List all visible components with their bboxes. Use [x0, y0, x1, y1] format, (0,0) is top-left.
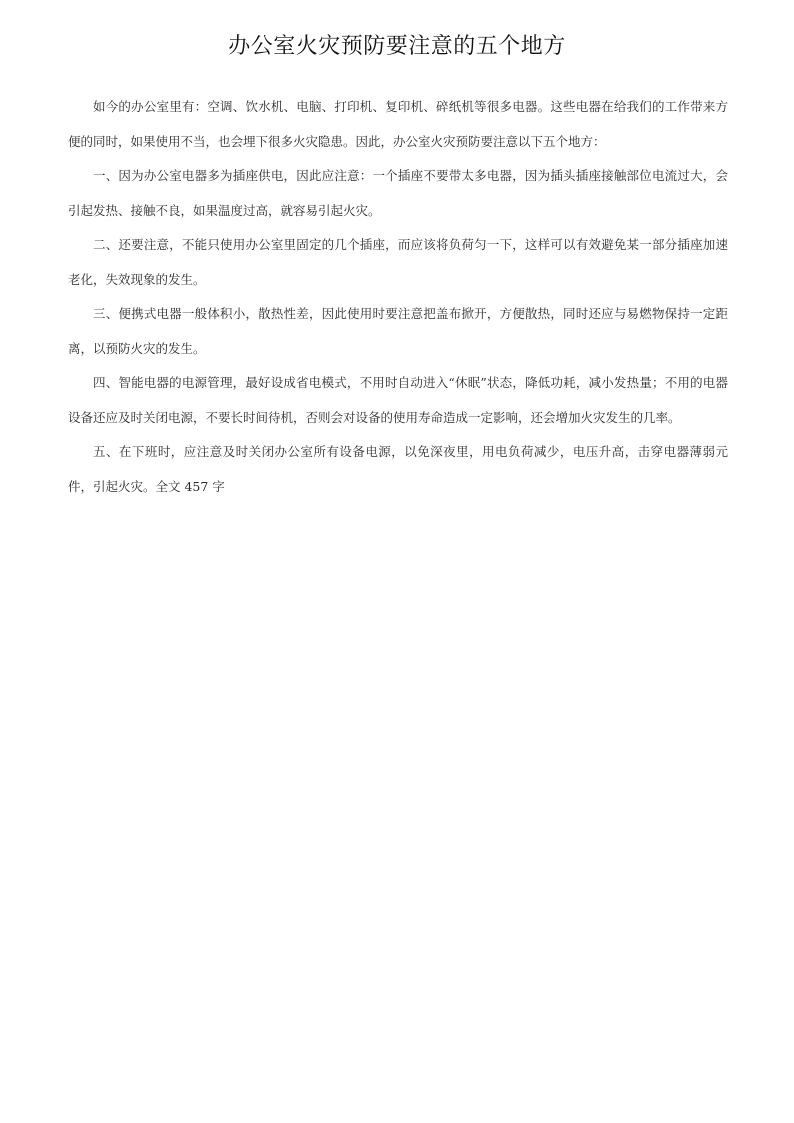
point-three-paragraph: 三、便携式电器一般体积小，散热性差，因此使用时要注意把盖布掀开，方便散热，同时还应与易燃物保持一定距离，以预防火灾的发生。 [68, 306, 728, 356]
document-body [68, 90, 728, 504]
point-four-paragraph: 四、智能电器的电源管理，最好设成省电模式，不用时自动进入“休眠”状态，降低功耗，减小发热量；不用的电器设备还应及时关闭电源，不要长时间待机，否则会对设备的使用寿命造成一定影响，还会增加火灾发生的几率。 [68, 375, 728, 425]
document-title: 办公室火灾预防要注意的五个地方 [228, 34, 566, 59]
point-one-paragraph: 一、因为办公室电器多为插座供电，因此应注意：一个插座不要带太多电器，因为插头插座接触部位电流过大，会引起发热、接触不良，如果温度过高，就容易引起火灾。 [68, 168, 728, 218]
intro-paragraph: 如今的办公室里有：空调、饮水机、电脑、打印机、复印机、碎纸机等很多电器。这些电器在给我们的工作带来方便的同时，如果使用不当，也会埋下很多火灾隐患。因此，办公室火灾预防要注意以下五个地方： [68, 99, 728, 149]
point-two-paragraph: 二、还要注意，不能只使用办公室里固定的几个插座，而应该将负荷匀一下，这样可以有效避免某一部分插座加速老化，失效现象的发生。 [68, 237, 728, 287]
point-five-paragraph: 五、在下班时，应注意及时关闭办公室所有设备电源，以免深夜里，用电负荷减少，电压升高，击穿电器薄弱元件，引起火灾。全文 457 字 [68, 444, 728, 494]
